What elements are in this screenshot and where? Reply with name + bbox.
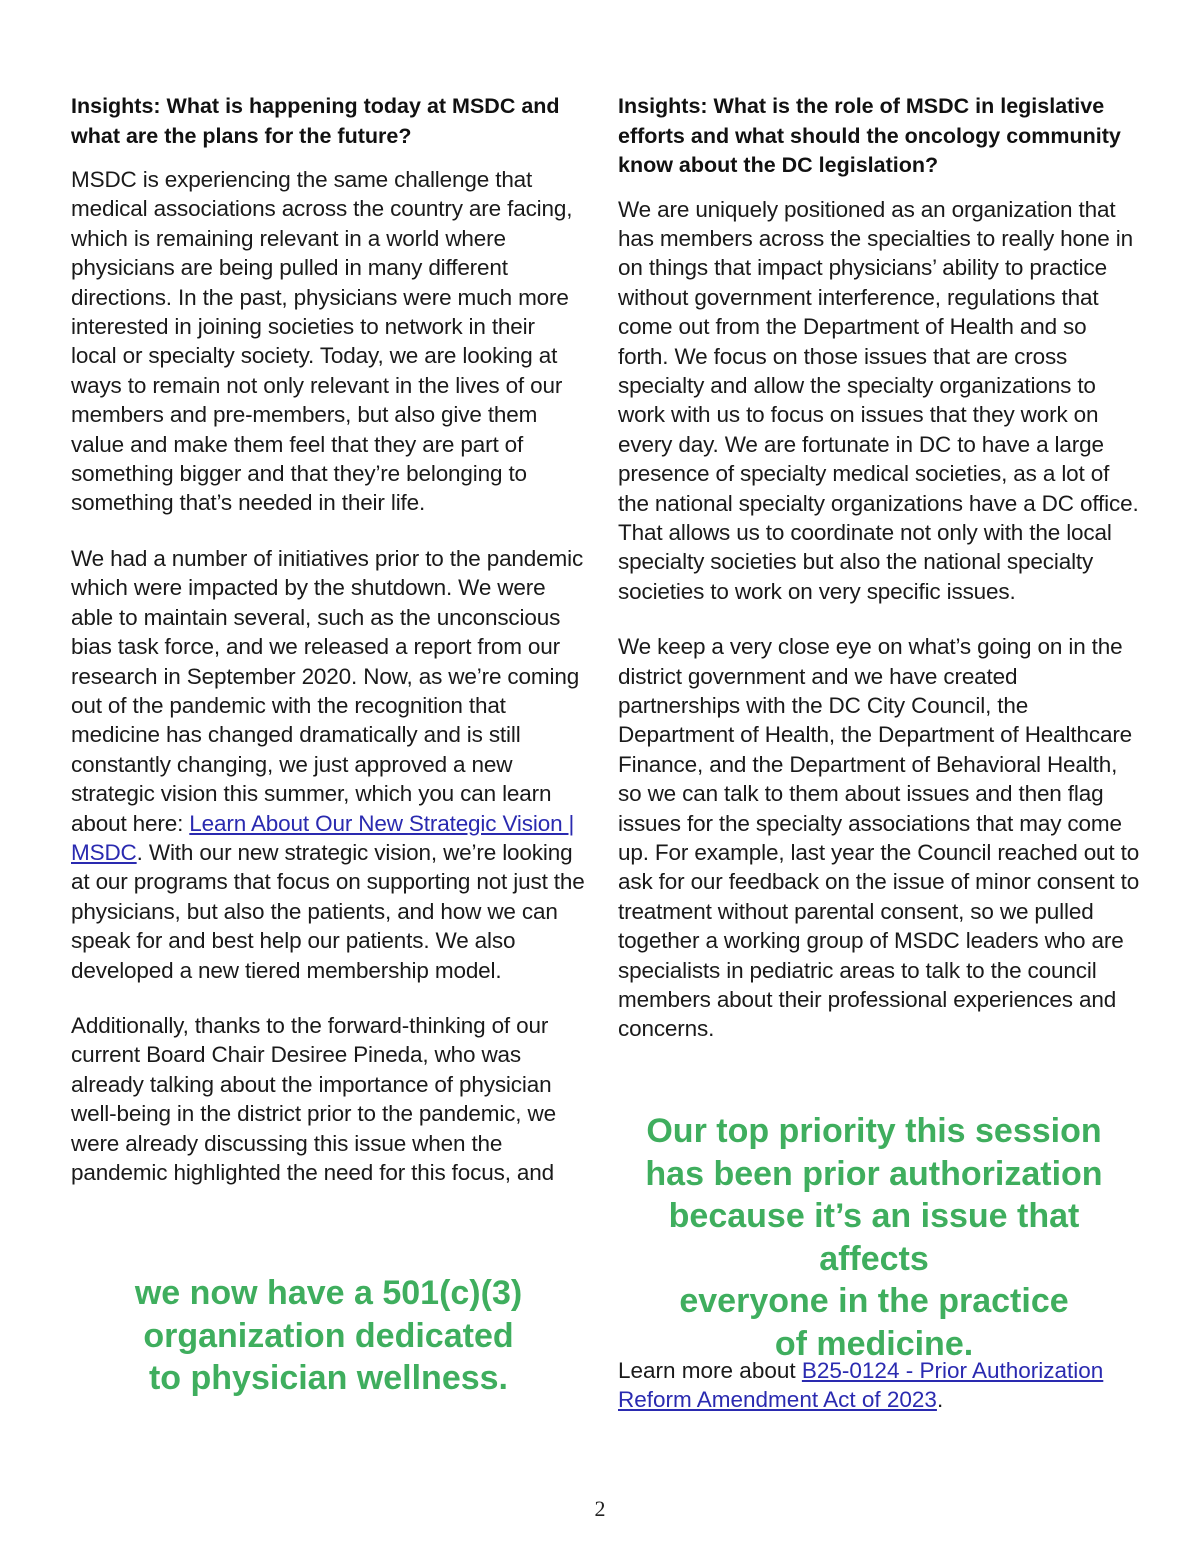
left-heading: Insights: What is happening today at MSDC and what are the plans for the future?	[71, 94, 560, 148]
left-pull-quote-line: we now have a 501(c)(3)	[134, 1274, 523, 1312]
right-pull-quote	[618, 1110, 1130, 1365]
left-paragraph-2	[71, 544, 586, 985]
strategic-vision-link[interactable]: Learn About Our New Strategic Vision | MSDC	[71, 810, 575, 865]
left-paragraph-3: Additionally, thanks to the forward-thinking of our current Board Chair Desiree Pineda, who was already talking about the importance of physician well-being in the district prior to the pandemic, we were already discussing this issue when the pandemic highlighted the need for this focus, and	[71, 1012, 556, 1185]
right-paragraph-2: We keep a very close eye on what’s going on in the district government and we have created partnerships with the DC City Council, the Department of Health, the Department of Healthcare Finance, and the Department of Behavioral Health, so we can talk to them about issues and then flag issues for the specialty associations that may come up. For example, last year the Council reached out to ask for our feedback on the issue of minor consent to treatment without parental consent, so we pulled together a working group of MSDC leaders who are specialists in pediatric areas to talk to the council members about their professional experiences and concerns.	[618, 634, 1140, 1042]
right-column	[618, 92, 1140, 1070]
right-pull-quote-line: Our top priority this session	[646, 1112, 1102, 1150]
left-pull-quote	[71, 1272, 586, 1400]
left-pull-quote-line: organization dedicated	[143, 1316, 514, 1355]
learn-more-suffix: .	[936, 1387, 944, 1413]
learn-more	[618, 1356, 1140, 1415]
right-heading: Insights: What is the role of MSDC in legislative efforts and what should the oncology community know about the DC legislation?	[618, 94, 1121, 177]
right-pull-quote-line: of medicine.	[774, 1324, 974, 1363]
learn-more-prefix: Learn more about	[618, 1358, 802, 1383]
left-paragraph-2-text-b: . With our new strategic vision, we’re looking at our programs that focus on supporting not just the physicians, but also the patients, and how we can speak for and best help our patients. We also developed a new tiered membership model.	[71, 839, 585, 983]
right-paragraph-1: We are uniquely positioned as an organization that has members across the specialties to really hone in on things that impact physicians’ ability to practice without government interference, regulations that come out from the Department of Health and so forth. We focus on those issues that are cross specialty and allow the specialty organizations to work with us to focus on issues that they work on every day. We are fortunate in DC to have a large presence of specialty medical societies, as a lot of the national specialty organizations have a DC office. That allows us to coordinate not only with the local specialty societies but also the national specialty societies to work on very specific issues.	[618, 196, 1139, 604]
right-pull-quote-line: because it’s an issue that affects	[668, 1197, 1080, 1278]
left-paragraph-2-text-a: We had a number of initiatives prior to the pandemic which were impacted by the shutdown. We were able to maintain several, such as the unconscious bias task force, and we released a report from our research in September 2020. Now, as we’re coming out of the pandemic with the recognition that medicine has changed dramatically and is still constantly changing, we just approved a new strategic vision this summer, which you can learn about here:	[71, 545, 584, 836]
left-paragraph-1: MSDC is experiencing the same challenge that medical associations across the country are facing, which is remaining relevant in a world where physicians are being pulled in many different directions. In the past, physicians were much more interested in joining societies to network in their local or specialty society. Today, we are looking at ways to remain not only relevant in the lives of our members and pre-members, but also give them value and make them feel that they are part of something bigger and that they’re belonging to something that’s needed in their life.	[71, 167, 573, 516]
right-pull-quote-line: has been prior authorization	[645, 1154, 1103, 1193]
right-pull-quote-line: everyone in the practice	[679, 1282, 1069, 1320]
prior-authorization-link[interactable]: B25-0124 - Prior Authorization Reform Amendment Act of 2023	[618, 1358, 1104, 1413]
left-column	[71, 92, 586, 1213]
page-number: 2	[594, 1496, 606, 1521]
left-pull-quote-line: to physician wellness.	[148, 1359, 508, 1397]
